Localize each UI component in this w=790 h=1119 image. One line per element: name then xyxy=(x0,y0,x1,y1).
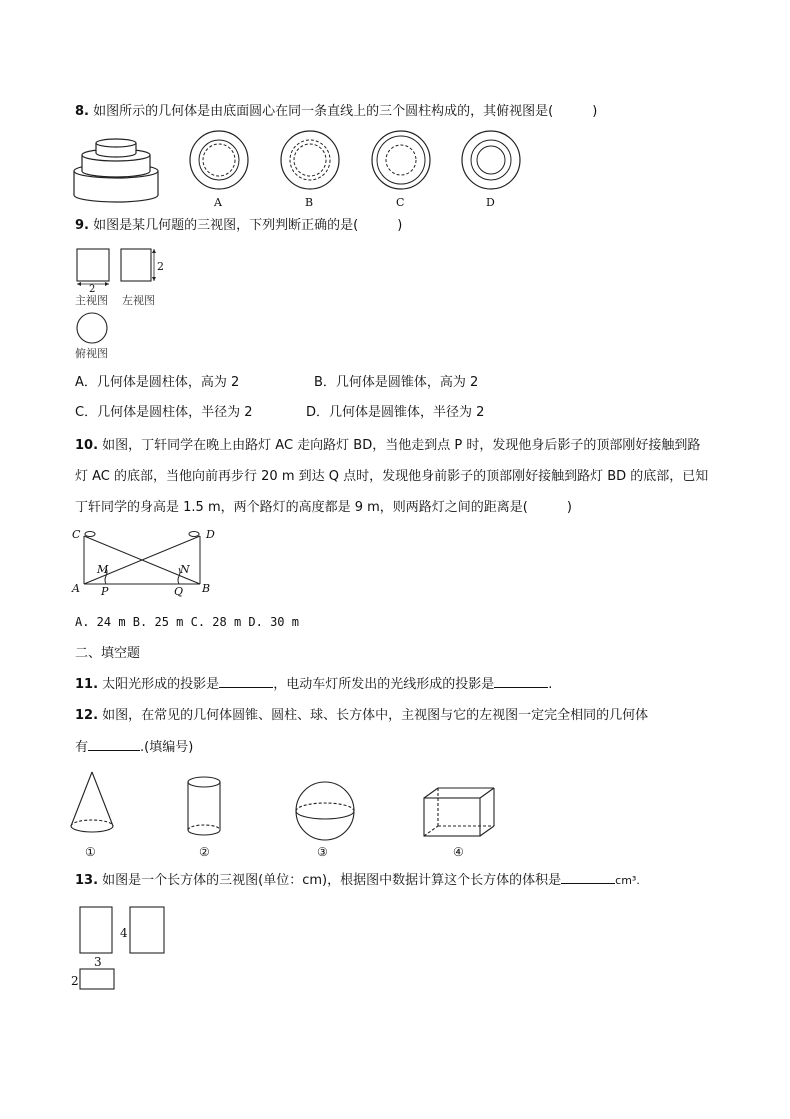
q10-point-c: C xyxy=(72,528,81,541)
q9-text: 如图是某几何题的三视图，下列判断正确的是( ) xyxy=(93,218,403,233)
q13-dim-2: 2 xyxy=(71,974,79,988)
q11-blank-1[interactable] xyxy=(219,687,273,688)
q9-dim-right: 2 xyxy=(157,260,164,273)
q10-point-m: M xyxy=(97,563,109,576)
q10-point-a: A xyxy=(72,582,80,595)
q8-solid-figure xyxy=(70,135,162,205)
q11-number: 11. xyxy=(75,677,99,692)
q12-sphere-figure xyxy=(293,780,357,842)
q8-option-d-label: D xyxy=(486,196,495,209)
q8-number: 8. xyxy=(75,104,89,119)
q9-dim-bottom: 2 xyxy=(89,284,96,295)
q10-line2: 灯 AC 的底部，当他向前再步行 20 m 到达 Q 点时，发现他身前影子的顶部刚好接触到路灯 BD 的底部，已知 xyxy=(75,469,709,484)
q13-dim-3: 3 xyxy=(94,955,102,969)
q10-point-p: P xyxy=(101,585,109,598)
q8-option-a-figure xyxy=(189,130,249,190)
q9-option-b: B．几何体是圆锥体，高为 2 xyxy=(314,375,479,390)
q12-cylinder-figure xyxy=(184,774,224,840)
q10-number: 10. xyxy=(75,438,99,453)
q13-text: 如图是一个长方体的三视图(单位：cm)，根据图中数据计算这个长方体的体积是 xyxy=(102,873,562,888)
q9-label-front: 主视图 xyxy=(75,294,108,307)
q9-label-top: 俯视图 xyxy=(75,347,108,360)
q10-options: A. 24 m B. 25 m C. 28 m D. 30 m xyxy=(75,615,299,629)
q12-cone-figure xyxy=(68,770,116,836)
q12-label-1: ① xyxy=(85,845,96,859)
q12-line2-prefix: 有 xyxy=(75,740,89,755)
q11-part3: . xyxy=(548,677,553,692)
q9-label-left: 左视图 xyxy=(122,294,155,307)
q8-option-d-figure xyxy=(461,130,521,190)
q9-number: 9. xyxy=(75,218,89,233)
q13-three-views-figure xyxy=(78,905,168,995)
q10-point-n: N xyxy=(180,563,190,576)
q8-option-b-figure xyxy=(280,130,340,190)
q10-line1: 如图，丁轩同学在晚上由路灯 AC 走向路灯 BD，当他走到点 P 时，发现他身后影子的顶部刚好接触到路 xyxy=(102,438,701,453)
q13-number: 13. xyxy=(75,873,99,888)
q11-blank-2[interactable] xyxy=(494,687,548,688)
q12-line2-suffix: .(填编号) xyxy=(140,740,194,755)
q10-line3: 丁轩同学的身高是 1.5 m，两个路灯的高度都是 9 m，则两路灯之间的距离是( ) xyxy=(75,500,572,515)
q12-line1: 如图，在常见的几何体圆锥、圆柱、球、长方体中，主视图与它的左视图一定完全相同的几何体 xyxy=(102,708,649,723)
q8-option-b-label: B xyxy=(305,196,314,209)
q12-number: 12. xyxy=(75,708,99,723)
q9-option-c: C．几何体是圆柱体，半径为 2 xyxy=(75,405,253,420)
q8-option-c-label: C xyxy=(396,196,405,209)
q12-blank[interactable] xyxy=(88,750,140,751)
q12-label-4: ④ xyxy=(453,845,464,859)
q8-option-a-label: A xyxy=(214,196,222,209)
q10-street-lamp-figure xyxy=(70,528,220,598)
q11-part1: 太阳光形成的投影是 xyxy=(102,677,220,692)
q10-point-d: D xyxy=(206,528,215,541)
q10-point-q: Q xyxy=(174,585,184,598)
q13-dim-4: 4 xyxy=(120,926,128,940)
q10-point-b: B xyxy=(202,582,211,595)
q12-label-3: ③ xyxy=(317,845,328,859)
q9-option-d: D．几何体是圆锥体，半径为 2 xyxy=(306,405,485,420)
q11-part2: ，电动车灯所发出的光线形成的投影是 xyxy=(273,677,495,692)
section-fill-in-title: 二、填空题 xyxy=(75,646,141,661)
q8-text: 如图所示的几何体是由底面圆心在同一条直线上的三个圆柱构成的，其俯视图是( ) xyxy=(93,104,598,119)
q9-option-a: A．几何体是圆柱体，高为 2 xyxy=(75,375,240,390)
q12-cuboid-figure xyxy=(422,786,498,840)
q8-option-c-figure xyxy=(371,130,431,190)
q13-blank[interactable] xyxy=(561,883,615,884)
q12-label-2: ② xyxy=(199,845,210,859)
q13-unit: cm³. xyxy=(615,874,640,887)
